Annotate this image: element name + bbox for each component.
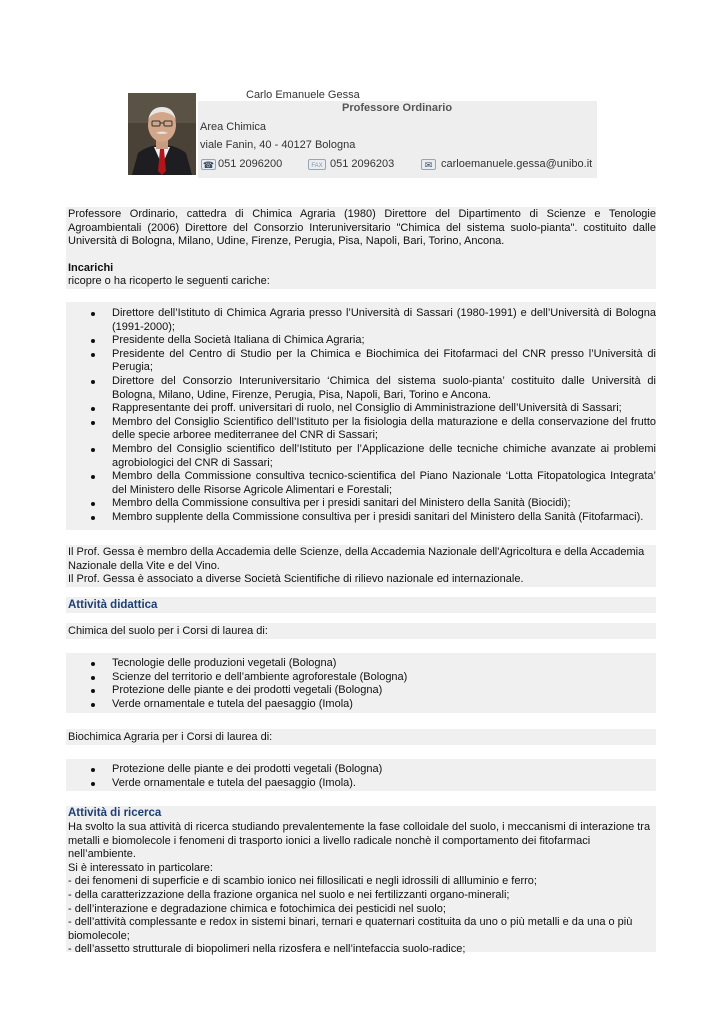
list-item: Membro del Consiglio Scientifico dell’Istituto per la fisiologia della maturazione e della conservazione del frutto delle specie arboree mediterranee del CNR di Sassari; (90, 416, 656, 443)
list-item: Membro della Commissione consultiva tecnico-scientifica del Piano Nazionale ‘Lotta Fitopatologica Integrata’ del Ministero delle Risorse Agricole Alimentari e Forestali; (90, 470, 656, 497)
mail-icon (421, 159, 436, 170)
role-title: Professore Ordinario (342, 102, 453, 114)
area-label: Area Chimica (200, 121, 267, 133)
address-label: viale Fanin, 40 - 40127 Bologna (200, 139, 356, 151)
phone-number: 051 2096200 (218, 158, 283, 170)
fax-icon (308, 159, 326, 170)
email-contact[interactable] (421, 158, 592, 170)
phone-contact (201, 158, 282, 170)
academy-paragraph-2: Il Prof. Gessa è associato a diverse Società Scientifiche di rilievo nazionale ed internazionale. (68, 573, 524, 585)
fax-number: 051 2096203 (330, 158, 395, 170)
ricerca-line: - dell’interazione e degradazione chimica e fotochimica dei pesticidi nel suolo; (68, 902, 446, 915)
didattica-heading: Attività didattica (68, 599, 158, 611)
ricerca-line: Ha svolto la sua attività di ricerca studiando prevalentemente la fase colloidale del suolo, i meccanismi di interazione tra (68, 821, 651, 833)
list-item: Membro del Consiglio scientifico dell’Istituto per l’Applicazione delle tecniche chimiche avanzate ai problemi agrobiologici del CNR di Sassari; (90, 443, 656, 470)
list-item: Membro della Commissione consultiva per i presidi sanitari del Ministero della Sanità (Biocidi); (90, 497, 656, 511)
list-item: Protezione delle piante e dei prodotti vegetali (Bologna) (90, 763, 656, 777)
incarichi-heading: Incarichi (68, 262, 114, 274)
fax-contact (308, 158, 394, 170)
ricerca-line: - della caratterizzazione della frazione organica nel suolo e nei fertilizzanti organo-minerali; (68, 888, 510, 901)
intro-paragraph: Professore Ordinario, cattedra di Chimica Agraria (1980) Direttore del Dipartimento di Scienze e Tenologie Agroambientali (2006) Direttore del Consorzio Interuniversitario "Chimica del sistema suolo-pianta". costituito dalle Università di Bologna, Milano, Udine, Firenze, Perugia, Pisa, Napoli, Bari, Torino, Ancona. (68, 208, 656, 248)
ricerca-line: - dell’attività complessante e redox in sistemi binari, ternari e quaternari costituita da uno o più metalli e da una o più (68, 916, 633, 929)
person-name: Carlo Emanuele Gessa (246, 89, 360, 101)
ricerca-line: nell’ambiente. (68, 848, 136, 861)
portrait-photo (128, 93, 196, 175)
ricerca-body (68, 821, 656, 957)
ricerca-line: metalli e biomolecole i fenomeni di trasporto ionici a livello radicale nonchè il comportamento dei fitofarmaci (68, 834, 591, 847)
ricerca-line: - dei fenomeni di superficie e di scambio ionico nei fillosilicati e negli idrossili di allluminio e ferro; (68, 875, 537, 888)
list-item: Direttore dell’Istituto di Chimica Agraria presso l’Università di Sassari (1980-1991) e dell’Università di Bologna (1991-2000); (90, 307, 656, 334)
list-item: Tecnologie delle produzioni vegetali (Bologna) (90, 657, 656, 671)
list-item: Membro supplente della Commissione consultiva per i presidi sanitari del Ministero della Sanità (Fitofarmaci). (90, 511, 656, 525)
list-item: Verde ornamentale e tutela del paesaggio (Imola). (90, 777, 656, 791)
academy-paragraph-1: Il Prof. Gessa è membro della Accademia delle Scienze, della Accademia Nazionale dell'Agricoltura e della Accademia Nazionale della Vite e del Vino. (68, 546, 645, 572)
list-item: Direttore del Consorzio Interuniversitario ‘Chimica del sistema suolo-pianta’ costituito dalle Università di Bologna, Milano, Udine, Firenze, Perugia, Pisa, Napoli, Bari, Torino e Ancona. (90, 375, 656, 402)
course1-lead: Chimica del suolo per i Corsi di laurea di: (68, 625, 268, 637)
incarichi-list (90, 307, 656, 525)
course2-lead: Biochimica Agraria per i Corsi di laurea di: (68, 731, 273, 743)
ricerca-line: biomolecole; (68, 929, 130, 942)
course2-list (90, 763, 656, 790)
incarichi-lead: ricopre o ha ricoperto le seguenti cariche: (68, 275, 270, 287)
list-item: Presidente della Società Italiana di Chimica Agraria; (90, 334, 656, 348)
ricerca-heading: Attività di ricerca (68, 807, 162, 819)
list-item: Presidente del Centro di Studio per la Chimica e Biochimica dei Fitofarmaci del CNR presso l’Università di Perugia; (90, 348, 656, 375)
course1-list (90, 657, 656, 711)
phone-icon (201, 159, 216, 170)
list-item: Verde ornamentale e tutela del paesaggio (Imola) (90, 698, 656, 712)
ricerca-line: - dell’assetto strutturale di biopolimeri nella rizosfera e nell’intefaccia suolo-radice; (68, 943, 466, 956)
list-item: Rappresentante dei proff. universitari di ruolo, nel Consiglio di Amministrazione dell’Università di Sassari; (90, 402, 656, 416)
ricerca-line: Si è interessato in particolare: (68, 861, 213, 874)
email-link[interactable]: carloemanuele.gessa@unibo.it (441, 158, 593, 170)
list-item: Scienze del territorio e dell’ambiente agroforestale (Bologna) (90, 671, 656, 685)
list-item: Protezione delle piante e dei prodotti vegetali (Bologna) (90, 684, 656, 698)
